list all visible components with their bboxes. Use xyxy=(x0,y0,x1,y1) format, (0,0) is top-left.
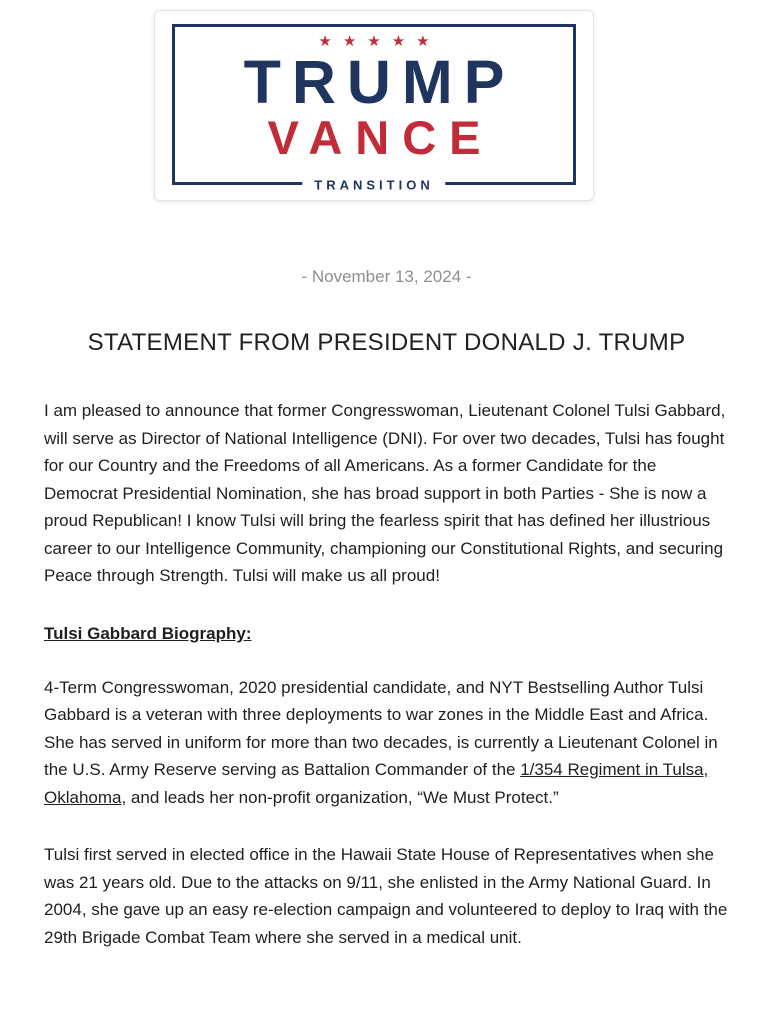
biography-text-pre: 4-Term Congresswoman, 2020 presidential candidate, and NYT Bestselling Author Tulsi Gabbard is a veteran with three deployments to war zones in the Middle East and Africa. She has served in uniform for more than two decades, is currently a Lieutenant Colonel in the U.S. Army Reserve serving as Battalion Commander of the xyxy=(44,677,718,780)
date-line: - November 13, 2024 - xyxy=(301,267,472,287)
regiment-link[interactable]: 1/354 Regiment in Tulsa, Oklahoma xyxy=(44,760,709,807)
stars-icon: ★★★★★ xyxy=(318,33,441,50)
logo-frame xyxy=(172,24,576,193)
logo-vance-text: VANCE xyxy=(267,110,494,164)
logo-transition-label: TRANSITION xyxy=(302,178,445,193)
biography-paragraph xyxy=(44,674,729,812)
trump-vance-logo xyxy=(154,10,594,201)
statement-content xyxy=(0,267,773,951)
announcement-paragraph: I am pleased to announce that former Congresswoman, Lieutenant Colonel Tulsi Gabbard, will serve as Director of National Intelligence (DNI). For over two decades, Tulsi has fought for our Country and the Freedoms of all Americans. As a former Candidate for the Democrat Presidential Nomination, she has broad support in both Parties - She is now a proud Republican! I know Tulsi will bring the fearless spirit that has defined her illustrious career to our Intelligence Community, championing our Constitutional Rights, and securing Peace through Strength. Tulsi will make us all proud! xyxy=(44,401,726,586)
logo-trump-text: TRUMP xyxy=(243,47,516,116)
service-paragraph: Tulsi first served in elected office in the Hawaii State House of Representatives when she was 21 years old. Due to the attacks on 9/11, she enlisted in the Army National Guard. In 2004, she gave up an easy re-election campaign and volunteered to deploy to Iraq with the 29th Brigade Combat Team where she served in a medical unit. xyxy=(44,845,728,947)
statement-title: STATEMENT FROM PRESIDENT DONALD J. TRUMP xyxy=(87,329,686,357)
biography-heading: Tulsi Gabbard Biography: xyxy=(44,623,252,643)
biography-text-post: , and leads her non-profit organization, “We Must Protect.” xyxy=(121,787,559,807)
